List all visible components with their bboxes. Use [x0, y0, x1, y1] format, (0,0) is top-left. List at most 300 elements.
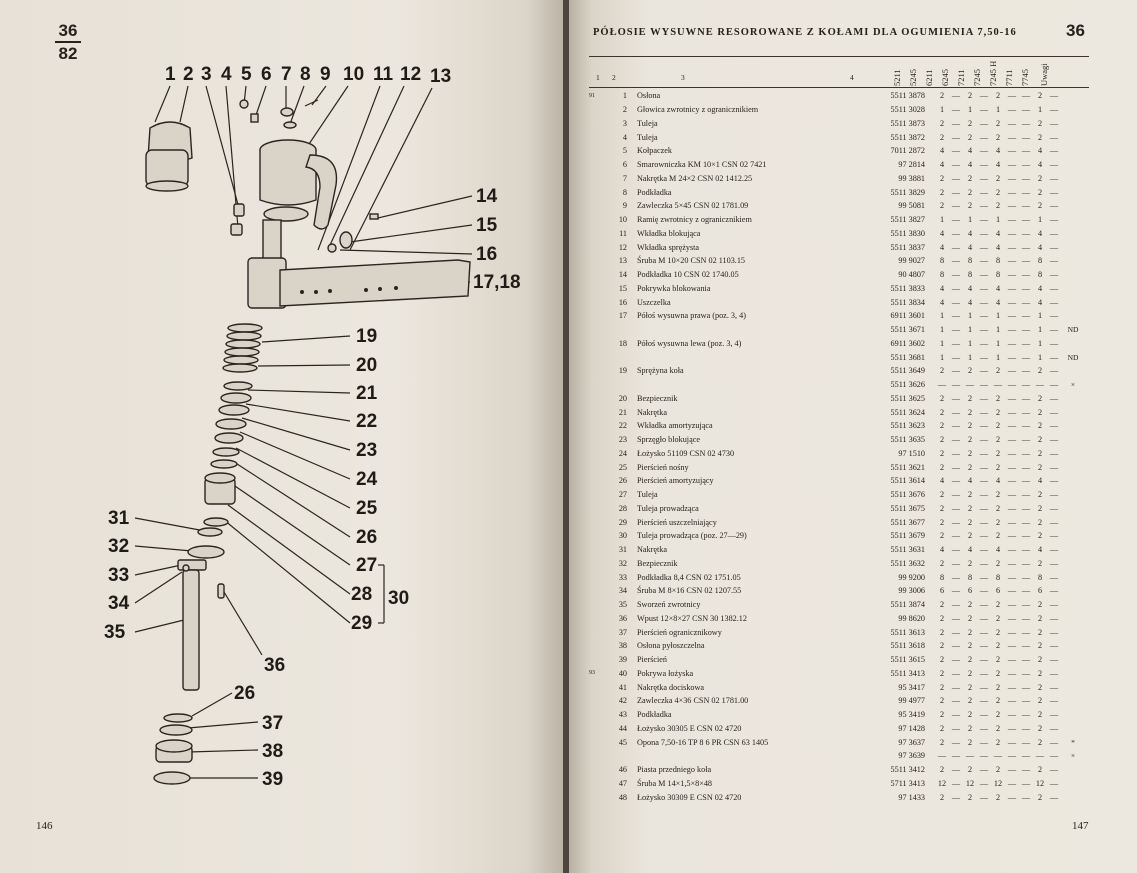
- row-part-code: 5511 3675: [890, 503, 925, 513]
- row-qty: 2: [967, 558, 973, 568]
- row-qty: 2: [967, 462, 973, 472]
- row-qty: —: [1049, 338, 1059, 348]
- row-position: 36: [618, 613, 627, 623]
- row-qty: —: [1049, 132, 1059, 142]
- row-qty: —: [1007, 696, 1017, 706]
- row-qty: —: [979, 338, 989, 348]
- row-qty: 4: [995, 146, 1001, 156]
- row-mark: [589, 639, 603, 653]
- row-qty: 2: [995, 448, 1001, 458]
- row-qty: —: [1021, 228, 1031, 238]
- row-qty: 2: [967, 613, 973, 623]
- row-qty: 4: [967, 242, 973, 252]
- row-mark: [589, 419, 603, 433]
- row-qty: 2: [1037, 600, 1043, 610]
- row-qty: —: [979, 586, 989, 596]
- row-part-name: Zawleczka 5×45 CSN 02 1781.09: [637, 201, 749, 211]
- row-qty: 2: [967, 366, 973, 376]
- callout-8: 8: [300, 64, 311, 85]
- row-part-code: 99 3006: [898, 586, 925, 596]
- row-qty: —: [979, 173, 989, 183]
- row-part-code: 5511 3830: [890, 228, 925, 238]
- row-qty: —: [979, 105, 989, 115]
- row-qty: —: [1007, 256, 1017, 266]
- table-row: [589, 309, 1085, 323]
- row-note: [1061, 584, 1085, 598]
- row-qty: —: [1007, 751, 1017, 761]
- row-qty: —: [937, 380, 947, 390]
- row-qty: —: [1049, 283, 1059, 293]
- row-part-name: Bezpiecznik: [637, 558, 678, 568]
- row-part-name: Łożysko 30305 E CSN 02 4720: [637, 723, 742, 733]
- row-part-code: 97 2814: [898, 160, 925, 170]
- row-position: 2: [622, 105, 627, 115]
- row-qty: —: [1049, 448, 1059, 458]
- row-qty: —: [1021, 160, 1031, 170]
- row-mark: [589, 543, 603, 557]
- row-qty: 6: [967, 586, 973, 596]
- row-part-code: 5511 3829: [890, 187, 925, 197]
- callout-30: 31: [108, 508, 130, 529]
- row-note: [1061, 172, 1085, 186]
- row-part-name: Uszczelka: [637, 297, 671, 307]
- row-qty: —: [979, 778, 989, 788]
- row-qty: 2: [939, 132, 945, 142]
- row-qty: —: [1049, 710, 1059, 720]
- row-qty: 2: [967, 393, 973, 403]
- row-position: 17: [618, 311, 627, 321]
- row-qty: 2: [967, 765, 973, 775]
- row-mark: [589, 612, 603, 626]
- row-qty: 2: [995, 118, 1001, 128]
- row-qty: —: [1021, 531, 1031, 541]
- row-part-code: 5511 3618: [890, 641, 925, 651]
- callout-2: 2: [183, 64, 194, 85]
- row-part-code: 5511 3827: [890, 215, 925, 225]
- row-qty: —: [1049, 586, 1059, 596]
- row-qty: —: [951, 311, 961, 321]
- table-row: [589, 460, 1085, 474]
- row-note: [1061, 130, 1085, 144]
- row-qty: —: [979, 311, 989, 321]
- row-qty: 1: [939, 338, 945, 348]
- row-mark: [589, 185, 603, 199]
- row-qty: 2: [1037, 448, 1043, 458]
- table-row: [589, 172, 1085, 186]
- row-part-code: 99 5081: [898, 201, 925, 211]
- row-part-code: 5511 3833: [890, 283, 925, 293]
- table-row: [589, 130, 1085, 144]
- row-mark: [589, 199, 603, 213]
- row-qty: —: [1007, 792, 1017, 802]
- row-qty: —: [979, 215, 989, 225]
- left-page: [0, 0, 566, 873]
- callout-19: 20: [356, 355, 378, 376]
- table-row: [589, 777, 1085, 791]
- row-qty: —: [1021, 668, 1031, 678]
- row-qty: —: [1021, 91, 1031, 101]
- row-position: 5: [622, 146, 627, 156]
- table-row: [589, 722, 1085, 736]
- row-qty: —: [1049, 572, 1059, 582]
- row-qty: —: [1049, 352, 1059, 362]
- row-qty: 4: [939, 297, 945, 307]
- row-qty: —: [979, 228, 989, 238]
- row-qty: 2: [1037, 613, 1043, 623]
- row-qty: —: [1049, 393, 1059, 403]
- row-position: 27: [618, 490, 627, 500]
- row-note: [1061, 364, 1085, 378]
- row-qty: —: [951, 682, 961, 692]
- row-position: 41: [618, 682, 627, 692]
- callout-7: 7: [281, 64, 292, 85]
- callout-10: 10: [343, 64, 365, 85]
- row-qty: 1: [939, 105, 945, 115]
- row-qty: 2: [939, 435, 945, 445]
- row-qty: —: [951, 792, 961, 802]
- row-qty: —: [1021, 325, 1031, 335]
- row-part-name: Nakrętka: [637, 407, 668, 417]
- callout-26: 27: [356, 555, 378, 576]
- row-note: [1061, 460, 1085, 474]
- table-row: [589, 584, 1085, 598]
- row-position: 28: [618, 503, 627, 513]
- row-qty: —: [951, 146, 961, 156]
- row-note: [1061, 667, 1085, 681]
- row-part-code: 5511 3834: [890, 297, 925, 307]
- row-qty: 1: [995, 311, 1001, 321]
- row-qty: —: [1021, 503, 1031, 513]
- row-qty: 2: [967, 792, 973, 802]
- row-qty: —: [979, 503, 989, 513]
- table-row: [589, 254, 1085, 268]
- callout-25: 26: [356, 527, 378, 548]
- row-note: [1061, 254, 1085, 268]
- callout-23: 24: [356, 469, 378, 490]
- row-qty: —: [979, 256, 989, 266]
- row-qty: —: [979, 531, 989, 541]
- row-mark: [589, 364, 603, 378]
- row-qty: 2: [939, 91, 945, 101]
- axle-parts-drawing: [146, 100, 470, 784]
- row-qty: 2: [939, 792, 945, 802]
- row-qty: —: [951, 765, 961, 775]
- callout-13: 13: [430, 66, 452, 87]
- row-qty: 1: [1037, 352, 1043, 362]
- row-qty: —: [1049, 160, 1059, 170]
- table-row: [589, 625, 1085, 639]
- row-qty: 4: [1037, 242, 1043, 252]
- row-qty: —: [1049, 545, 1059, 555]
- table-row: [589, 89, 1085, 103]
- row-part-name: Łożysko 51109 CSN 02 4730: [637, 448, 735, 458]
- row-position: 16: [618, 297, 627, 307]
- row-qty: —: [1049, 627, 1059, 637]
- row-qty: —: [1049, 792, 1059, 802]
- row-part-name: Zawleczka 4×36 CSN 02 1781.00: [637, 696, 749, 706]
- row-note: [1061, 790, 1085, 804]
- row-qty: 2: [967, 517, 973, 527]
- row-qty: —: [1021, 476, 1031, 486]
- row-qty: 4: [995, 160, 1001, 170]
- row-qty: —: [1021, 792, 1031, 802]
- row-qty: 2: [967, 118, 973, 128]
- row-qty: —: [1021, 600, 1031, 610]
- row-note: ND: [1067, 325, 1079, 335]
- row-qty: 2: [939, 201, 945, 211]
- row-qty: —: [1021, 627, 1031, 637]
- row-part-name: Śruba M 10×20 CSN 02 1103.15: [637, 256, 746, 266]
- model-col-label: 6245: [940, 69, 950, 86]
- row-qty: —: [1007, 462, 1017, 472]
- row-qty: 4: [939, 228, 945, 238]
- row-part-code: 97 1433: [898, 792, 925, 802]
- row-mark: [589, 254, 603, 268]
- row-qty: —: [993, 751, 1003, 761]
- row-note: ND: [1067, 352, 1079, 362]
- row-qty: —: [1049, 517, 1059, 527]
- row-note: [1061, 405, 1085, 419]
- row-position: 47: [618, 778, 627, 788]
- row-qty: 2: [967, 132, 973, 142]
- row-qty: —: [979, 545, 989, 555]
- row-qty: —: [951, 586, 961, 596]
- row-note: [1061, 337, 1085, 351]
- row-qty: 1: [967, 325, 973, 335]
- row-position: 25: [618, 462, 627, 472]
- row-position: 22: [618, 421, 627, 431]
- row-qty: —: [951, 696, 961, 706]
- row-qty: 2: [1037, 531, 1043, 541]
- row-part-code: 5511 3613: [890, 627, 925, 637]
- table-row: [589, 447, 1085, 461]
- row-qty: 2: [939, 710, 945, 720]
- row-qty: 2: [1037, 173, 1043, 183]
- row-qty: 2: [1037, 641, 1043, 651]
- row-qty: 1: [967, 105, 973, 115]
- row-qty: —: [1007, 600, 1017, 610]
- row-qty: —: [1049, 668, 1059, 678]
- row-mark: [589, 282, 603, 296]
- row-qty: —: [1049, 490, 1059, 500]
- row-qty: 1: [967, 215, 973, 225]
- row-part-name: [633, 749, 865, 763]
- row-qty: 2: [967, 173, 973, 183]
- callout-32: 33: [108, 565, 130, 586]
- row-qty: —: [979, 765, 989, 775]
- row-part-code: 97 1428: [898, 723, 925, 733]
- row-qty: —: [1049, 682, 1059, 692]
- callout-4: 4: [221, 64, 232, 85]
- row-qty: 6: [1037, 586, 1043, 596]
- row-qty: 2: [995, 393, 1001, 403]
- row-mark: [589, 323, 603, 337]
- row-qty: 2: [939, 682, 945, 692]
- col-header-1: 1: [596, 73, 600, 82]
- row-part-name: Ramię zwrotnicy z ogranicznikiem: [637, 215, 752, 225]
- row-qty: —: [1035, 751, 1045, 761]
- callout-12: 12: [400, 64, 422, 85]
- row-qty: —: [951, 242, 961, 252]
- row-qty: —: [1021, 187, 1031, 197]
- table-row: [589, 419, 1085, 433]
- row-qty: 2: [939, 641, 945, 651]
- table-row: [589, 680, 1085, 694]
- row-qty: —: [1007, 517, 1017, 527]
- row-note: [1061, 598, 1085, 612]
- row-qty: 4: [967, 283, 973, 293]
- row-qty: 2: [939, 627, 945, 637]
- row-position: 39: [618, 655, 627, 665]
- row-qty: 8: [1037, 256, 1043, 266]
- row-qty: —: [1007, 641, 1017, 651]
- row-note: [1061, 708, 1085, 722]
- row-qty: —: [1007, 710, 1017, 720]
- table-row: [589, 323, 1085, 337]
- row-qty: 2: [939, 187, 945, 197]
- col-header-2: 2: [612, 73, 616, 82]
- row-part-code: 5511 3412: [890, 765, 925, 775]
- callout-38: 38: [262, 741, 284, 762]
- row-note: [1061, 158, 1085, 172]
- model-col-label: Uwagi: [1039, 63, 1049, 86]
- callout-3: 3: [201, 64, 212, 85]
- row-part-code: 5511 3413: [890, 668, 925, 678]
- row-qty: 4: [967, 297, 973, 307]
- row-qty: 2: [939, 366, 945, 376]
- row-note: [1061, 185, 1085, 199]
- row-qty: 2: [967, 407, 973, 417]
- row-qty: —: [1007, 572, 1017, 582]
- row-qty: —: [1021, 778, 1031, 788]
- row-qty: 2: [995, 407, 1001, 417]
- row-qty: —: [979, 517, 989, 527]
- row-part-code: 5511 3671: [890, 325, 925, 335]
- row-qty: —: [1021, 118, 1031, 128]
- table-row: [589, 488, 1085, 502]
- row-part-code: 5511 3676: [890, 490, 925, 500]
- row-qty: —: [951, 91, 961, 101]
- row-mark: [589, 227, 603, 241]
- row-part-code: 5511 3626: [890, 380, 925, 390]
- row-part-code: 97 3639: [898, 751, 925, 761]
- row-qty: —: [951, 160, 961, 170]
- row-mark: [589, 295, 603, 309]
- row-part-name: Łożysko 30309 E CSN 02 4720: [637, 792, 742, 802]
- parts-table: [589, 89, 1085, 804]
- row-qty: —: [979, 682, 989, 692]
- row-qty: —: [979, 627, 989, 637]
- row-part-code: 5511 3677: [890, 517, 925, 527]
- model-col-label: 7245 H: [988, 60, 998, 86]
- row-part-code: 5511 3624: [890, 407, 925, 417]
- row-mark: [589, 735, 603, 749]
- row-qty: —: [1049, 228, 1059, 238]
- row-qty: —: [1049, 435, 1059, 445]
- row-part-name: Śruba M 8×16 CSN 02 1207.55: [637, 586, 742, 596]
- callout-28: 29: [351, 613, 373, 634]
- row-qty: —: [1049, 242, 1059, 252]
- row-qty: 2: [995, 682, 1001, 692]
- row-qty: —: [1021, 572, 1031, 582]
- row-qty: —: [951, 627, 961, 637]
- row-position: 7: [622, 173, 627, 183]
- row-qty: 4: [967, 476, 973, 486]
- row-qty: —: [951, 545, 961, 555]
- row-part-code: 5511 3874: [890, 600, 925, 610]
- row-qty: —: [1049, 407, 1059, 417]
- right-page-number: 147: [1072, 820, 1089, 832]
- row-qty: 8: [939, 572, 945, 582]
- row-part-name: Wkładka amortyzująca: [637, 421, 713, 431]
- row-qty: 4: [939, 283, 945, 293]
- table-row: [589, 337, 1085, 351]
- row-qty: 1: [967, 352, 973, 362]
- row-qty: —: [1021, 448, 1031, 458]
- row-qty: 8: [939, 270, 945, 280]
- row-part-name: Kołpaczek: [637, 146, 673, 156]
- row-qty: —: [1049, 531, 1059, 541]
- row-qty: 2: [967, 201, 973, 211]
- row-part-name: Opona 7,50-16 TP 8 6 PR CSN 63 1405: [637, 737, 769, 747]
- row-qty: —: [1049, 476, 1059, 486]
- row-part-name: Piasta przedniego koła: [637, 765, 712, 775]
- row-qty: —: [1049, 613, 1059, 623]
- row-qty: 4: [1037, 545, 1043, 555]
- row-note: [1061, 309, 1085, 323]
- row-note: [1061, 653, 1085, 667]
- row-part-code: 5511 3635: [890, 435, 925, 445]
- row-part-code: 5511 3623: [890, 421, 925, 431]
- row-qty: —: [979, 91, 989, 101]
- row-qty: 2: [1037, 737, 1043, 747]
- table-row: [589, 199, 1085, 213]
- row-qty: 2: [967, 187, 973, 197]
- row-part-name: Pokrywka blokowania: [637, 283, 711, 293]
- row-note: [1061, 722, 1085, 736]
- row-qty: 2: [967, 600, 973, 610]
- left-page-number: 146: [36, 820, 53, 832]
- row-part-code: 5511 3028: [890, 105, 925, 115]
- callout-1: 1: [165, 64, 176, 85]
- row-qty: —: [1049, 105, 1059, 115]
- row-qty: 4: [995, 242, 1001, 252]
- row-part-name: Wkładka sprężysta: [637, 242, 700, 252]
- row-qty: 2: [1037, 393, 1043, 403]
- row-position: 9: [622, 201, 627, 211]
- row-qty: 1: [995, 352, 1001, 362]
- row-qty: 2: [1037, 682, 1043, 692]
- row-qty: 4: [939, 160, 945, 170]
- row-mark: [589, 350, 603, 364]
- row-qty: 1: [967, 338, 973, 348]
- row-qty: —: [1021, 490, 1031, 500]
- row-qty: —: [1021, 146, 1031, 156]
- row-qty: 2: [939, 655, 945, 665]
- row-mark: [589, 117, 603, 131]
- row-qty: 1: [1037, 105, 1043, 115]
- row-qty: 4: [939, 146, 945, 156]
- table-row: [589, 639, 1085, 653]
- row-qty: 2: [1037, 91, 1043, 101]
- row-qty: 2: [995, 737, 1001, 747]
- callout-37: 37: [262, 713, 284, 734]
- row-qty: 2: [1037, 503, 1043, 513]
- row-qty: 2: [995, 723, 1001, 733]
- row-qty: —: [1007, 380, 1017, 390]
- row-note: [1061, 419, 1085, 433]
- model-col-label: 7245: [972, 69, 982, 86]
